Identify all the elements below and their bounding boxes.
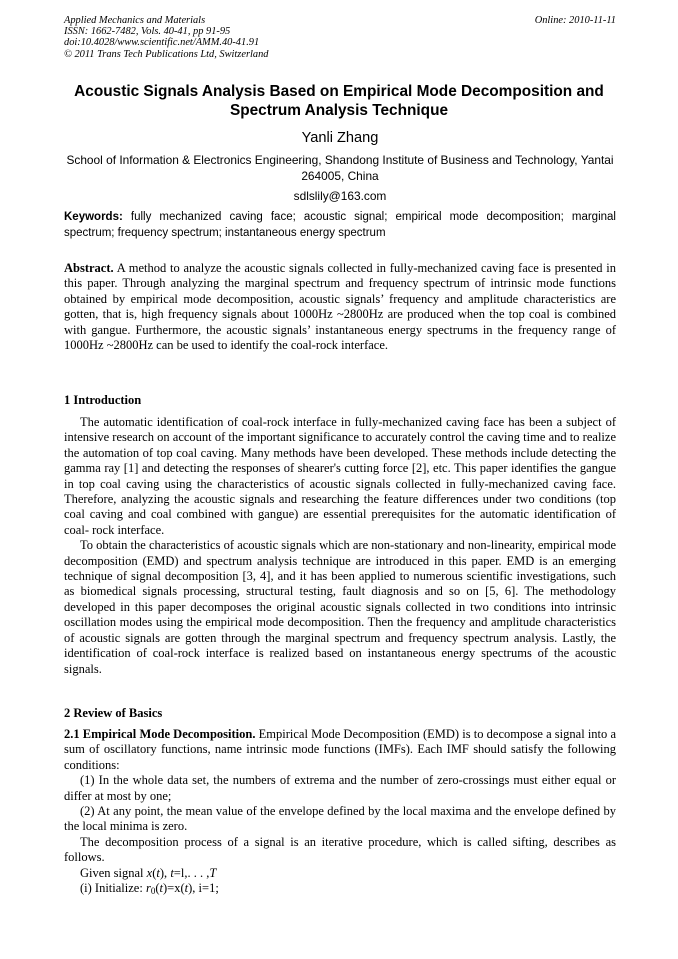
keywords-text: fully mechanized caving face; acoustic signal; empirical mode decomposition; marginal spectrum; frequency spectrum; instantaneous energy spectrum (64, 211, 616, 240)
section-heading-introduction: 1 Introduction (64, 393, 142, 407)
introduction-body (64, 415, 616, 677)
author-name: Yanli Zhang (301, 130, 379, 146)
intro-paragraph: The automatic identification of coal-rock interface in fully-mechanized caving face has been a subject of intensive research on account of the important significance to accurately control the caving time and to realize the automation of top coal caving. Many methods have been developed. These methods include detecting the gamma ray [1] and detecting the responses of shearer's cutting force [2], etc. This paper identifies the gangue in top coal caving using the characteristics of acoustic signals collected in fully-mechanized caving face. Therefore, analyzing the acoustic signals and researching the feature differences under two conditions (top coal caving and coal combined with gangue) are essential prerequisites for the automatic identification of coal- rock interface. (64, 415, 616, 537)
condition-1: (1) In the whole data set, the numbers of extrema and the number of zero-crossings must either equal or differ at most by one; (64, 773, 616, 803)
affiliation: School of Information & Electronics Engineering, Shandong Institute of Business and Technology, Yantai 264005, China (66, 153, 614, 183)
abstract-text: A method to analyze the acoustic signals collected in fully-mechanized caving face is presented in this paper. Through analyzing the marginal spectrum and frequency spectrum of intrinsic mode functions obtained by empirical mode decomposition, acoustic signals’ frequency and amplitude characteristics are gotten, that is, high frequency signals about 1000Hz ~2800Hz are produced when the top coal is combined with gangue. Furthermore, the acoustic signals’ instantaneous energy spectrums in the frequency range of 1000Hz ~2800Hz can be used to identify the coal-rock interface. (64, 261, 616, 353)
subsection-label: 2.1 Empirical Mode Decomposition. (64, 727, 256, 741)
keywords-label: Keywords: (64, 211, 123, 223)
abstract-label: Abstract. (64, 261, 114, 275)
journal-header (64, 15, 616, 60)
abstract (64, 261, 616, 353)
keywords (64, 209, 616, 242)
sifting-description: The decomposition process of a signal is an iterative procedure, which is called sifting, describes as follows. (64, 834, 616, 865)
journal-name: Applied Mechanics and Materials (64, 15, 206, 26)
section-heading-basics: 2 Review of Basics (64, 706, 163, 720)
paper-title: Acoustic Signals Analysis Based on Empirical Mode Decomposition and Spectrum Analysis Technique (74, 83, 604, 119)
doi-line: doi:10.4028/www.scientific.net/AMM.40-41.91 (64, 37, 260, 49)
intro-paragraph: To obtain the characteristics of acoustic signals which are non-stationary and non-linearity, empirical mode decomposition (EMD) and spectrum analysis technique are introduced in this paper. EMD is an emerging technique of signal decomposition [3, 4], and it has been applied to numerous scientific investigations, such as biomedical signals processing, structural testing, fault diagnosis and so on [5, 6]. The methodology developed in this paper decomposes the original acoustic signals collected in two conditions into intrinsic oscillation modes using the empirical mode decomposition. Then the frequency and amplitude characteristics of acoustic signals are gotten through the marginal spectrum and frequency spectrum analysis. Lastly, the identification of coal-rock interface is realized based on instantaneous energy spectrums of the acoustic signals. (64, 538, 616, 676)
condition-2: (2) At any point, the mean value of the envelope defined by the local maxima and the envelope defined by the local minima is zero. (64, 804, 616, 834)
given-signal: Given signal x(t), t=l,. . . ,T (80, 865, 217, 880)
author-email: sdlslily@163.com (293, 189, 387, 203)
initialize-step: (i) Initialize: $r_0(t)=x(t)$, i=1; (80, 881, 219, 897)
online-date: Online: 2010-11-11 (534, 15, 616, 26)
copyright-line: © 2011 Trans Tech Publications Ltd, Switzerland (64, 48, 269, 60)
basics-body (64, 727, 616, 899)
issn-line: ISSN: 1662-7482, Vols. 40-41, pp 91-95 (64, 26, 231, 38)
emd-intro (64, 727, 616, 773)
subsection-text: Empirical Mode Decomposition (EMD) is to decompose a signal into a sum of oscillatory functions, name intrinsic mode functions (IMFs). Each IMF should satisfy the following conditions: (64, 727, 617, 772)
